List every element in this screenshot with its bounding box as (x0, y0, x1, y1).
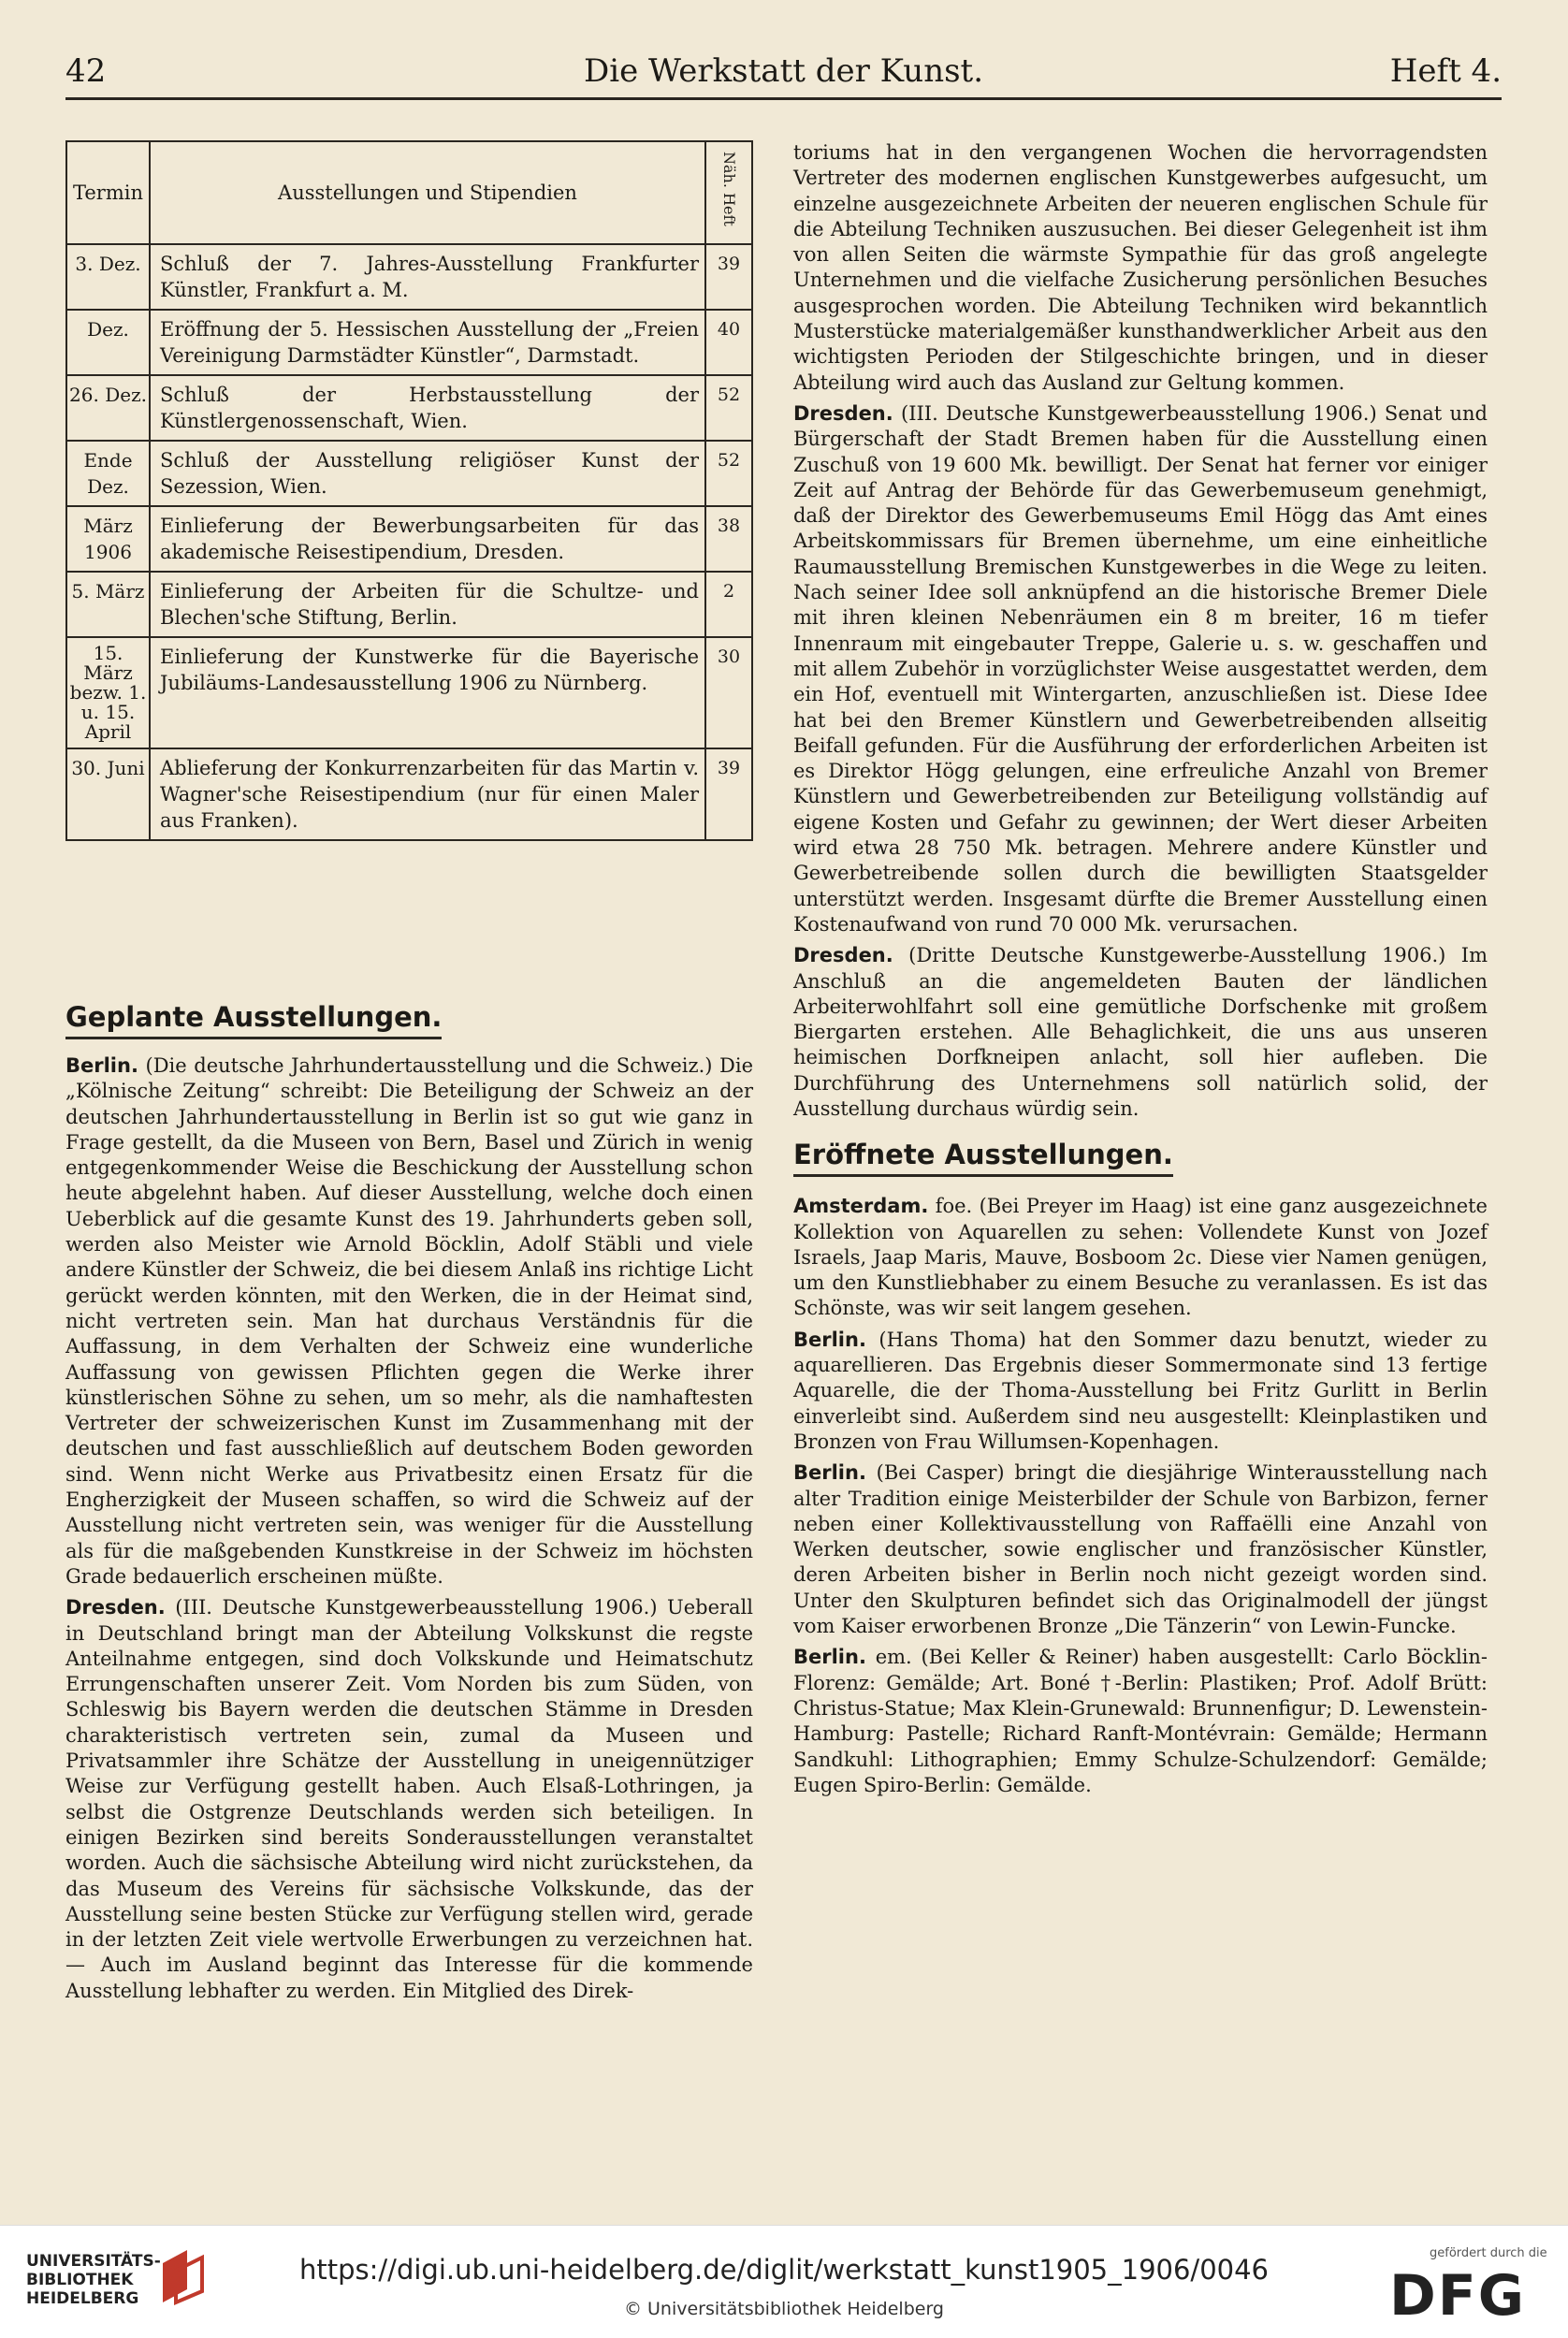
row-text: Einlieferung der Arbeiten für die Schultze- und Blechen'sche Stiftung, Berlin. (150, 572, 705, 637)
article-location: Berlin. (793, 1646, 866, 1669)
row-termin: Dez. (66, 310, 150, 375)
section-heading-geplante: Geplante Ausstellungen. (65, 1001, 442, 1039)
row-heft: 52 (705, 375, 752, 441)
row-text: Einlieferung der Bewerbungsarbeiten für das akademische Reisestipendium, Dresden. (150, 506, 705, 572)
article-paragraph (793, 1645, 1488, 1798)
article-text: (Dritte Deutsche Kunstgewerbe-Ausstellung 1906.) Im Anschluß an die angemeldeten Bauten der ländlichen Arbeiterwohlfahrt soll eine gemütliche Dorfschenke mit großem Biergarten erstehen. Alle Behaglichkeit, die uns aus unseren heimischen Dorfkneipen anlacht, soll hier aufleben. Die Durchführung des Unternehmens soll natürlich solid, der Ausstellung durchaus würdig sein. (793, 944, 1488, 1120)
article-paragraph (793, 943, 1488, 1122)
row-heft: 38 (705, 506, 752, 572)
article-paragraph (793, 401, 1488, 937)
article-location: Berlin. (793, 1328, 866, 1351)
right-column (793, 140, 1488, 1804)
article-paragraph (793, 1460, 1488, 1639)
article-location: Dresden. (793, 401, 893, 425)
row-text: Einlieferung der Kunstwerke für die Bayerische Jubiläums-Landesausstellung 1906 zu Nürnberg. (150, 637, 705, 748)
article-paragraph (793, 1194, 1488, 1321)
geplante-body (65, 1053, 753, 2010)
article-text: foe. (Bei Preyer im Haag) ist eine ganz ausgezeichnete Kollektion von Aquarellen zu sehen: Vollendete Kunst von Jozef Israels, Jaap Maris, Mauve, Bosboom 2c. Diese vier Namen genügen, um den Kunstliebhaber zu einem Besuche zu veranlassen. Es ist das Schönste, was wir seit langem gesehen. (793, 1195, 1488, 1320)
table-row (66, 748, 752, 840)
row-text: Schluß der 7. Jahres-Ausstellung Frankfurter Künstler, Frankfurt a. M. (150, 244, 705, 310)
copyright-text: © Universitätsbibliothek Heidelberg (623, 2299, 944, 2319)
row-heft: 39 (705, 244, 752, 310)
row-termin: 26. Dez. (66, 375, 150, 441)
row-text: Schluß der Herbstausstellung der Künstlergenossenschaft, Wien. (150, 375, 705, 441)
exhibition-calendar-table (65, 140, 753, 841)
section-heading-eroeffnete: Eröffnete Ausstellungen. (793, 1139, 1173, 1177)
row-heft: 30 (705, 637, 752, 748)
row-heft: 39 (705, 748, 752, 840)
article-paragraph (65, 1595, 753, 2004)
table-row (66, 375, 752, 441)
article-paragraph (793, 1328, 1488, 1455)
article-text: (Bei Casper) bringt die diesjährige Winterausstellung nach alter Tradition einige Meisterbilder der Schule von Barbizon, ferner neben einer Kollektivausstellung von Raffaëlli eine Anzahl von Werken deutscher, sowie englischer und französischer Künstler, deren Arbeiten bisher in Berlin noch nicht gezeigt worden sind. Unter den Skulpturen befindet sich das Originalmodell der jüngst vom Kaiser erworbenen Bronze „Die Tänzerin“ von Lewin-Funcke. (793, 1461, 1488, 1638)
article-text: (Die deutsche Jahrhundertausstellung und die Schweiz.) Die „Kölnische Zeitung“ schreibt: Die Beteiligung der Schweiz an der deutschen Jahrhundertausstellung in Berlin ist so gut wie ganz in Frage gestellt, da die Museen von Bern, Basel und Zürich in wenig entgegenkommender Weise die Beschickung der Ausstellung schon heute abgelehnt haben. Auf dieser Ausstellung, welche doch einen Ueberblick auf die gesamte Kunst des 19. Jahrhunderts geben soll, werden also Meister wie Arnold Böcklin, Adolf Stäbli und viele andere Künstler der Schweiz, die bei diesem Anlaß ins richtige Licht gerückt werden könnten, mit den Werken, die in der Heimat sind, nicht vertreten sein. Man hat durchaus Verständnis für die Auffassung, in dem Verhalten der Schweiz eine wunderliche Auffassung von gewissen Pflichten gegen die Werke ihrer künstlerischen Söhne zu sehen, um so mehr, als die namhaftesten Vertreter der schweizerischen Kunst im Zusammenhang mit der deutschen und fast ausschließlich auf deutschem Boden geworden sind. Wenn nicht Werke aus Privatbesitz einen Ersatz für die Engherzigkeit der Museen schaffen, so wird die Schweiz auf der Ausstellung nicht vertreten sein, was weniger für die Ausstellung als für die maßgebenden Kunstkreise in der Schweiz im höchsten Grade bedauerlich erscheinen müßte. (65, 1054, 753, 1588)
article-location: Dresden. (793, 944, 893, 967)
article-text: (Hans Thoma) hat den Sommer dazu benutzt, wieder zu aquarellieren. Das Ergebnis dieser Sommermonate sind 13 fertige Aquarelle, die der Thoma-Ausstellung bei Fritz Gurlitt in Berlin einverleibt sind. Außerdem sind neu ausgestellt: Kleinplastiken und Bronzen von Frau Willumsen-Kopenhagen. (793, 1328, 1488, 1453)
row-termin: März 1906 (66, 506, 150, 572)
article-location: Dresden. (65, 1596, 166, 1619)
table-row (66, 637, 752, 748)
page-number: 42 (65, 52, 107, 90)
article-location: Berlin. (65, 1054, 138, 1077)
col-termin-header: Termin (66, 141, 150, 244)
row-termin: 15. März bezw. 1. u. 15. April (66, 637, 150, 748)
row-termin: 30. Juni (66, 748, 150, 840)
page-header (65, 49, 1502, 100)
row-text: Eröffnung der 5. Hessischen Ausstellung der „Freien Vereinigung Darmstädter Künstler“, Darmstadt. (150, 310, 705, 375)
library-logo: UNIVERSITÄTS- BIBLIOTHEK HEIDELBERG (26, 2252, 161, 2308)
table-row (66, 244, 752, 310)
row-termin: 3. Dez. (66, 244, 150, 310)
row-termin: 5. März (66, 572, 150, 637)
article-text: em. (Bei Keller & Reiner) haben ausgestellt: Carlo Böcklin-Florenz: Gemälde; Art. Boné †-Berlin: Plastiken; Prof. Adolf Brütt: Christus-Statue; Max Klein-Grunewald: Brunnenfigur; D. Lewenstein-Hamburg: Pastelle; Richard Ranft-Montévrain: Gemälde; Hermann Sandkuhl: Lithographien; Emmy Schulze-Schulzendorf: Gemälde; Eugen Spiro-Berlin: Gemälde. (793, 1646, 1488, 1796)
row-heft: 40 (705, 310, 752, 375)
table-row (66, 572, 752, 637)
article-text: (III. Deutsche Kunstgewerbeausstellung 1906.) Ueberall in Deutschland bringt man der Abteilung Volkskunst die regste Anteilnahme entgegen, sind doch Volkskunde und Heimatschutz Errungenschaften unserer Zeit. Vom Norden bis zum Süden, von Schleswig bis Bayern werden die deutschen Stämme in Dresden charakteristisch vertreten sein, zumal da Museen und Privatsammler ihre Schätze der Ausstellung in uneigennütziger Weise zur Verfügung gestellt haben. Auch Elsaß-Lothringen, ja selbst die Ostgrenze Deutschlands werden sich beteiligen. In einigen Bezirken sind bereits Sonderausstellungen veranstaltet worden. Auch die sächsische Abteilung wird nicht zurückstehen, da das Museum des Vereins für sächsische Volkskunde, das der Ausstellung seine besten Stücke zur Verfügung stellen wird, gerade in der letzten Zeit viele wertvolle Erwerbungen zu verzeichnen hat. — Auch im Ausland beginnt das Interesse für die kommende Ausstellung lebhafter zu werden. Ein Mitglied des Direk- (65, 1596, 753, 2002)
row-heft: 2 (705, 572, 752, 637)
row-text: Ablieferung der Konkurrenzarbeiten für das Martin v. Wagner'sche Reisestipendium (nur für einen Maler aus Franken). (150, 748, 705, 840)
table-row (66, 441, 752, 506)
article-paragraph (65, 1053, 753, 1590)
left-column (65, 140, 753, 2002)
table-row (66, 310, 752, 375)
article-text: (III. Deutsche Kunstgewerbeausstellung 1906.) Senat und Bürgerschaft der Stadt Bremen haben für die Ausstellung einen Zuschuß von 19 600 Mk. bewilligt. Der Senat hat ferner vor einiger Zeit auf Antrag der Behörde für das Gewerbemuseum genehmigt, daß der Direktor des Gewerbemuseums Emil Högg das Amt eines Arbeitskommissars für Bremen übernehme, um eine einheitliche Raumausstellung Bremischen Kunstgewerbes in die Wege zu leiten. Nach seiner Idee soll anknüpfend an die historische Bremer Diele mit ihren kleinen Nebenräumen ein 8 m breiter, 16 m tiefer Innenraum mit eingebauter Treppe, Galerie u. s. w. geschaffen und mit allem Zubehör in vorzüglichster Weise ausgestattet werden, dem ein Hof, eventuell mit Wintergarten, anzuschließen ist. Diese Idee hat bei den Bremer Künstlern und Gewerbetreibenden allseitig Beifall gefunden. Für die Ausführung der erforderlichen Arbeiten ist es Direktor Högg gelungen, eine erfreuliche Anzahl von Bremer Künstlern und Gewerbetreibenden zur Beteiligung vollständig auf eigene Kosten und Gefahr zu gewinnen; der Wert dieser Arbeiten wird etwa 28 750 Mk. betragen. Mehrere andere Künstler und Gewerbetreibende sollen durch die bewilligten Staatsgelder unterstützt werden. Insgesamt dürfte die Bremer Ausstellung einen Kostenaufwand von rund 70 000 Mk. verursachen. (793, 401, 1488, 936)
row-termin: Ende Dez. (66, 441, 150, 506)
article-location: Berlin. (793, 1461, 866, 1485)
dfg-note: gefördert durch die (1430, 2246, 1547, 2260)
table-row (66, 506, 752, 572)
col-heft-header: Näh. Heft (705, 141, 752, 244)
issue-label: Heft 4. (1389, 52, 1502, 90)
article-paragraph: toriums hat in den vergangenen Wochen die hervorragendsten Vertreter des modernen englischen Kunstgewerbes aufgesucht, um einzelne ausgezeichnete Arbeiten der neueren englischen Schule für die Abteilung Techniken auszusuchen. Bei dieser Gelegenheit ist ihm von allen Seiten die wärmste Sympathie für das groß angelegte Unternehmen und die vielfache Zusicherung persönlichen Besuches ausgesprochen worden. Die Abteilung Techniken wird bekanntlich Musterstücke materialgemäßer kunsthandwerklicher Arbeit aus den wichtigsten Perioden der Stilgeschichte bringen, und in dieser Abteilung wird auch das Ausland zur Geltung kommen. (793, 141, 1488, 394)
dfg-logo: DFG (1389, 2263, 1527, 2329)
row-text: Schluß der Ausstellung religiöser Kunst der Sezession, Wien. (150, 441, 705, 506)
footer-bar (0, 2225, 1568, 2338)
permalink-url[interactable]: https://digi.ub.uni-heidelberg.de/diglit/werkstatt_kunst1905_1906/0046 (299, 2254, 1269, 2286)
article-location: Amsterdam. (793, 1195, 929, 1218)
col-title-header: Ausstellungen und Stipendien (150, 141, 705, 244)
running-title: Die Werkstatt der Kunst. (583, 52, 984, 90)
row-heft: 52 (705, 441, 752, 506)
